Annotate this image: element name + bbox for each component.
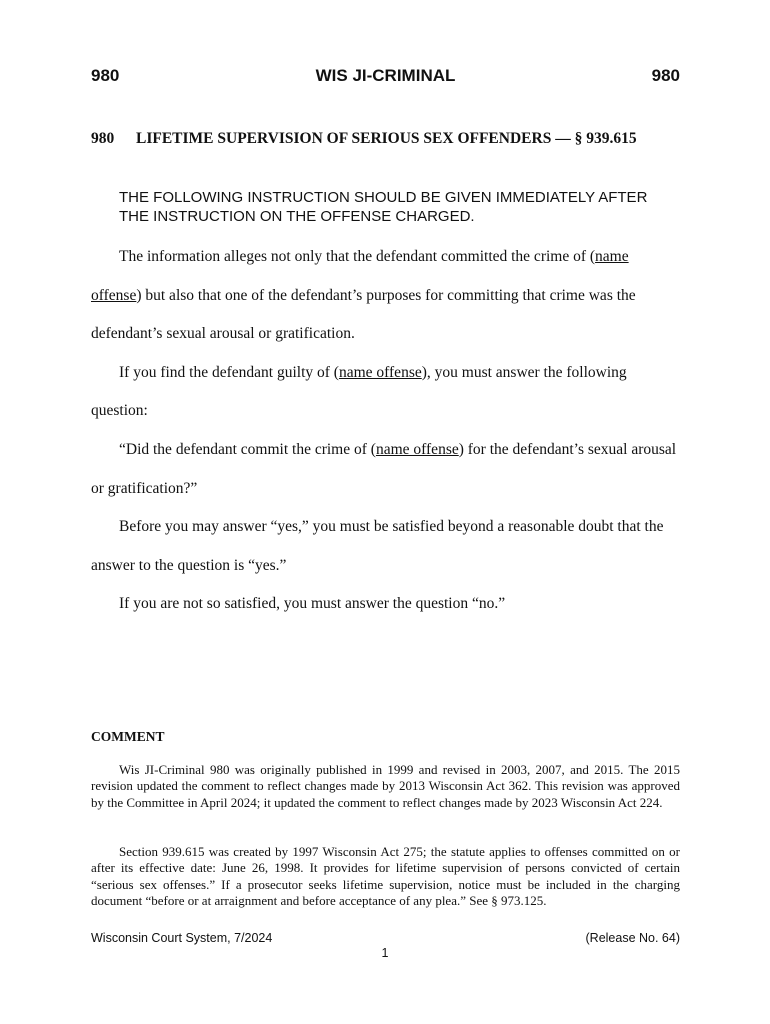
running-footer bbox=[91, 931, 680, 947]
comment-heading: COMMENT bbox=[91, 729, 165, 744]
instruction-body bbox=[91, 238, 680, 624]
comment-paragraph-statute: Section 939.615 was created by 1997 Wisconsin Act 275; the statute applies to offenses committed on or after its effective date: June 26, 1998. It provides for lifetime supervision of persons convicted of certain “serious sex offenses.” If a prosecutor seeks lifetime supervision, notice must be included in the charging document “before or at arraignment and before acceptance of any plea.” See § 973.125. bbox=[91, 844, 680, 909]
header-left-number: 980 bbox=[91, 66, 120, 85]
footer-release: (Release No. 64) bbox=[585, 931, 680, 945]
paragraph-guilty-question: If you find the defendant guilty of (name offense), you must answer the following question: bbox=[91, 363, 627, 420]
instruction-title bbox=[91, 130, 680, 148]
name-offense-placeholder: name offense bbox=[91, 248, 629, 304]
instruction-title-text: LIFETIME SUPERVISION OF SERIOUS SEX OFFENDERS — § 939.615 bbox=[136, 130, 637, 147]
name-offense-placeholder: name offense bbox=[375, 440, 459, 458]
paragraph-not-satisfied: If you are not so satisfied, you must answer the question “no.” bbox=[119, 595, 506, 613]
paragraph-allegation: The information alleges not only that the defendant committed the crime of (name offense) but also that one of the defendant’s purposes for committing that crime was the defendant’s sexual arousal or gratification. bbox=[91, 248, 636, 343]
paragraph-question-text: “Did the defendant commit the crime of (name offense) for the defendant’s sexual arousal or gratification?” bbox=[91, 440, 677, 497]
paragraph-burden-of-proof: Before you may answer “yes,” you must be satisfied beyond a reasonable doubt that the answer to the question is “yes.” bbox=[91, 518, 664, 574]
header-right-number: 980 bbox=[651, 66, 680, 85]
instruction-note: THE FOLLOWING INSTRUCTION SHOULD BE GIVEN IMMEDIATELY AFTER THE INSTRUCTION ON THE OFFENSE CHARGED. bbox=[119, 189, 648, 225]
header-title: WIS JI-CRIMINAL bbox=[315, 66, 456, 85]
name-offense-placeholder: name offense bbox=[338, 363, 422, 381]
footer-source: Wisconsin Court System, 7/2024 bbox=[91, 931, 273, 945]
page-number: 1 bbox=[381, 946, 389, 960]
comment-paragraph-history: Wis JI-Criminal 980 was originally published in 1999 and revised in 2003, 2007, and 2015. The 2015 revision updated the comment to reflect changes made by 2013 Wisconsin Act 362. This revision was approved by the Committee in April 2024; it updated the comment to reflect changes made by 2023 Wisconsin Act 224. bbox=[91, 762, 680, 810]
instruction-number: 980 bbox=[91, 130, 115, 147]
running-header bbox=[91, 66, 680, 90]
